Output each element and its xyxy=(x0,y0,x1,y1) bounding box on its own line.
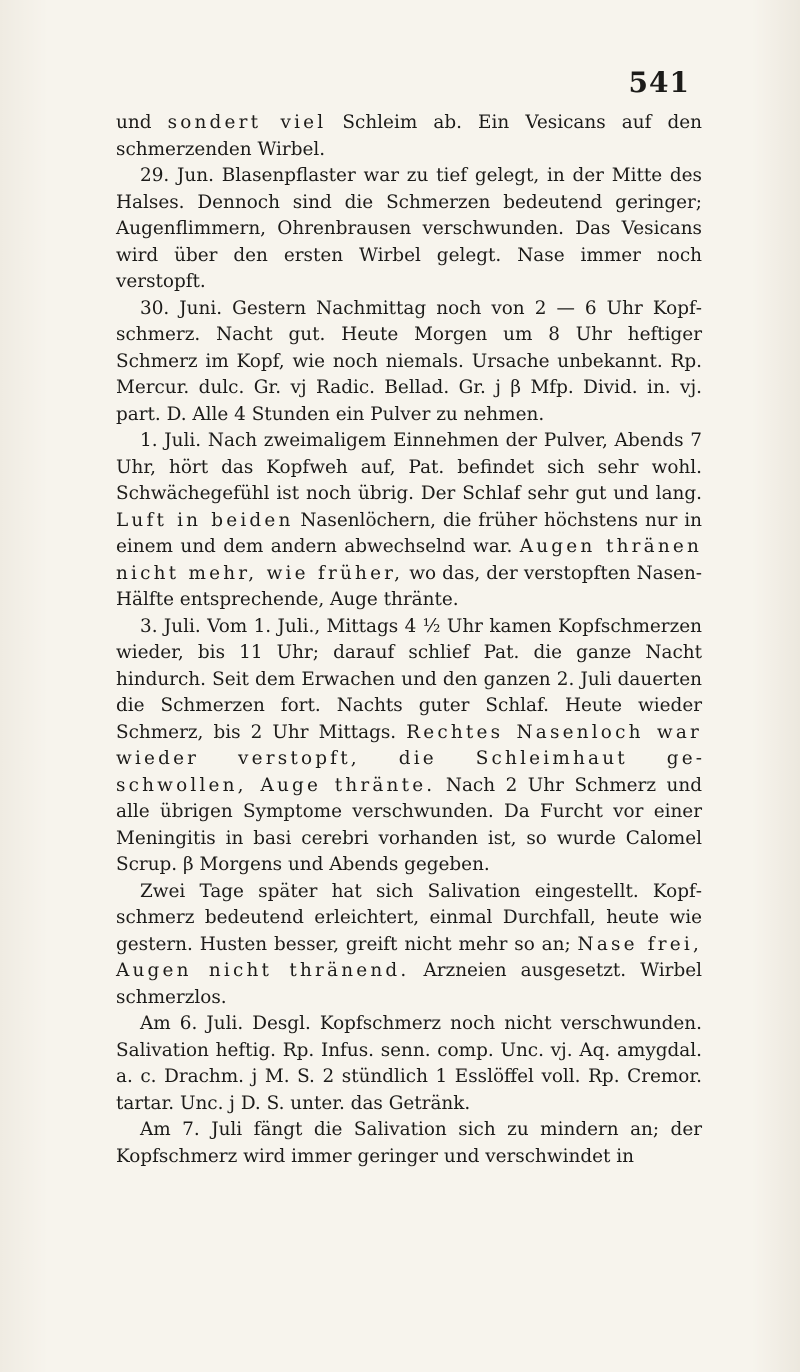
paragraph xyxy=(116,296,702,429)
spaced-emphasis-text: sondert viel xyxy=(167,112,327,133)
paragraph xyxy=(116,110,702,163)
paragraph xyxy=(116,428,702,614)
paragraph xyxy=(116,614,702,879)
paragraph xyxy=(116,1011,702,1117)
text-segment: Nach 2 Uhr Schmerz und alle übrigen Symptome verschwunden. Da Furcht vor einer Meningitis in basi cerebri vorhanden ist, so wurde Calomel Scrup. β Morgens und Abends gegeben. xyxy=(116,774,702,875)
body-text xyxy=(116,110,702,1170)
paragraph xyxy=(116,879,702,1012)
paragraph xyxy=(116,1117,702,1170)
text-segment: 29. Jun. Blasenpflaster war zu tief gelegt, in der Mitte des Halses. Dennoch sind die Schmerzen bedeutend geringer; Augenflimmern, Ohrenbrausen verschwunden. Das Vesicans wird über den ersten Wirbel gelegt. Nase immer noch verstopft. xyxy=(116,165,702,292)
text-segment: Nasenlöchern, die früher höchstens nur in einem und dem andern abwechselnd war. xyxy=(116,509,702,557)
text-segment: wo das, der verstopften Nasen-Hälfte entsprechende, Auge thränte. xyxy=(116,562,703,610)
text-segment: 3. Juli. Vom 1. Juli., Mittags 4 ½ Uhr kamen Kopfschmerzen wieder, bis 11 Uhr; darauf schlief Pat. die ganze Nacht hindurch. Seit dem Erwachen und den ganzen 2. Juli dauerten die Schmerzen fort. Nachts guter Schlaf. Heute wieder Schmerz, bis 2 Uhr Mittags. xyxy=(116,615,702,743)
spaced-emphasis-text: Luft in beiden xyxy=(116,509,294,531)
text-segment: 1. Juli. Nach zweimaligem Einnehmen der Pulver, Abends 7 Uhr, hört das Kopfweh auf, Pat. befindet sich sehr wohl. Schwächegefühl ist noch übrig. Der Schlaf sehr gut und lang. xyxy=(116,430,702,504)
spaced-emphasis-text: Nase frei, Augen nicht thränend. xyxy=(116,933,702,981)
text-segment: Zwei Tage später hat sich Salivation eingestellt. Kopfschmerz bedeutend erleichtert, einmal Durchfall, heute wie gestern. Husten besser, greift nicht mehr so an; xyxy=(116,880,702,955)
spaced-emphasis-text: Augen thränen nicht mehr, wie früher, xyxy=(116,536,702,584)
text-segment: 30. Juni. Gestern Nachmittag noch von 2 — 6 Uhr Kopfschmerz. Nacht gut. Heute Morgen um 8 Uhr heftiger Schmerz im Kopf, wie noch niemals. Ursache unbekannt. Rp. Mercur. dulc. Gr. vj Radic. Bellad. Gr. j β Mfp. Divid. in. vj. part. D. Alle 4 Stunden ein Pulver zu nehmen. xyxy=(116,297,702,425)
text-segment: Schleim ab. Ein Vesicans auf den schmerzenden Wirbel. xyxy=(116,112,702,160)
paragraph xyxy=(116,163,702,296)
text-segment: Am 6. Juli. Desgl. Kopfschmerz noch nicht verschwunden. Salivation heftig. Rp. Infus. senn. comp. Unc. vj. Aq. amygdal. a. c. Drachm. j M. S. 2 stündlich 1 Esslöffel voll. Rp. Cremor. tartar. Unc. j D. S. unter. das Getränk. xyxy=(116,1013,702,1114)
text-segment: Am 7. Juli fängt die Salivation sich zu mindern an; der Kopfschmerz wird immer geringer und verschwindet in xyxy=(116,1119,702,1167)
text-segment: und xyxy=(116,112,168,133)
page-number: 541 xyxy=(628,66,690,99)
text-segment: Arzneien ausgesetzt. Wirbel schmerzlos. xyxy=(116,960,702,1008)
spaced-emphasis-text: Rechtes Nasenloch war wieder verstopft, die Schleimhaut geschwollen, Auge thränte. xyxy=(116,721,702,796)
